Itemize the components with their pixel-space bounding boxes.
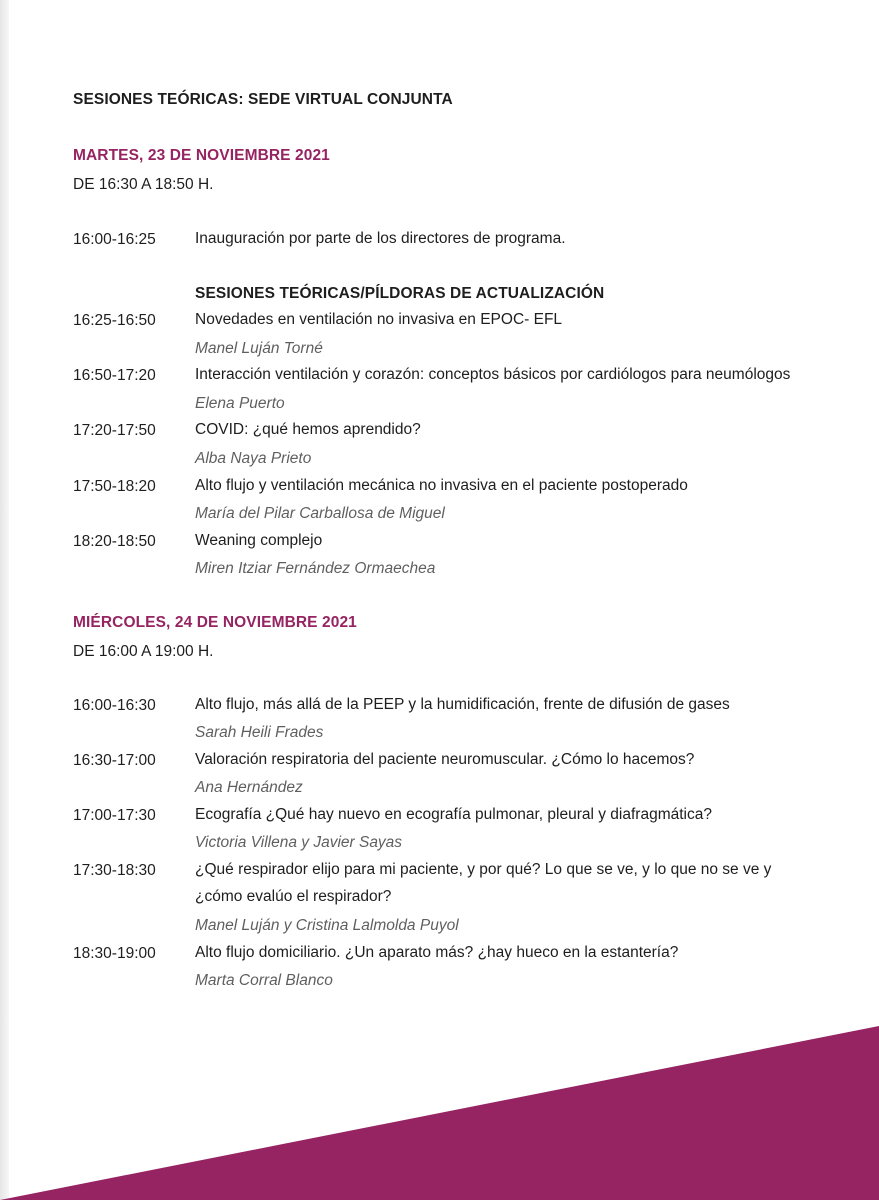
- session-speaker: Manel Luján y Cristina Lalmolda Puyol: [195, 917, 459, 934]
- block-heading: SESIONES TEÓRICAS/PÍLDORAS DE ACTUALIZACIÓN: [195, 285, 605, 302]
- session-title: Alto flujo, más allá de la PEEP y la humidificación, frente de difusión de gases: [195, 696, 730, 713]
- session-speaker: Manel Luján Torné: [195, 340, 323, 357]
- session-speaker: Elena Puerto: [195, 395, 285, 412]
- session-time: 18:30-19:00: [73, 945, 156, 962]
- session-title: COVID: ¿qué hemos aprendido?: [195, 421, 421, 438]
- session-time: 16:25-16:50: [73, 312, 156, 329]
- session-title: Alto flujo domiciliario. ¿Un aparato más? ¿hay hueco en la estantería?: [195, 944, 679, 961]
- day-heading-tuesday: MARTES, 23 DE NOVIEMBRE 2021: [73, 147, 330, 164]
- session-title: Interacción ventilación y corazón: conceptos básicos por cardiólogos para neumólogos: [195, 366, 791, 383]
- corner-triangle: [0, 1026, 879, 1200]
- session-time: 17:50-18:20: [73, 478, 156, 495]
- session-speaker: Marta Corral Blanco: [195, 972, 333, 989]
- session-speaker: Alba Naya Prieto: [195, 450, 312, 467]
- session-time: 17:00-17:30: [73, 807, 156, 824]
- session-speaker: Victoria Villena y Javier Sayas: [195, 834, 403, 851]
- session-speaker: Miren Itziar Fernández Ormaechea: [195, 560, 436, 577]
- session-time: 17:20-17:50: [73, 422, 156, 439]
- session-time: 16:50-17:20: [73, 367, 156, 384]
- session-time: 17:30-18:30: [73, 862, 156, 879]
- session-speaker: María del Pilar Carballosa de Miguel: [195, 505, 445, 522]
- session-time: 18:20-18:50: [73, 533, 156, 550]
- session-title: Ecografía ¿Qué hay nuevo en ecografía pulmonar, pleural y diafragmática?: [195, 806, 712, 823]
- session-time: 16:30-17:00: [73, 752, 156, 769]
- session-title: Novedades en ventilación no invasiva en EPOC- EFL: [195, 311, 563, 328]
- day-hours-wednesday: DE 16:00 A 19:00 H.: [73, 643, 214, 660]
- session-title: Alto flujo y ventilación mecánica no invasiva en el paciente postoperado: [195, 477, 688, 494]
- session-title-line1: ¿Qué respirador elijo para mi paciente, y por qué? Lo que se ve, y lo que no se ve y: [195, 861, 772, 878]
- session-speaker: Sarah Heili Frades: [195, 724, 324, 741]
- document-title: SESIONES TEÓRICAS: SEDE VIRTUAL CONJUNTA: [73, 91, 453, 108]
- session-time: 16:00-16:30: [73, 697, 156, 714]
- session-speaker: Ana Hernández: [195, 779, 303, 796]
- session-title: Valoración respiratoria del paciente neuromuscular. ¿Cómo lo hacemos?: [195, 751, 695, 768]
- session-title: Weaning complejo: [195, 532, 323, 549]
- day-heading-wednesday: MIÉRCOLES, 24 DE NOVIEMBRE 2021: [73, 614, 357, 631]
- session-title-line2: ¿cómo evalúo el respirador?: [195, 888, 392, 905]
- opening-time: 16:00-16:25: [73, 231, 156, 248]
- opening-title: Inauguración por parte de los directores de programa.: [195, 230, 566, 247]
- day-hours-tuesday: DE 16:30 A 18:50 H.: [73, 176, 214, 193]
